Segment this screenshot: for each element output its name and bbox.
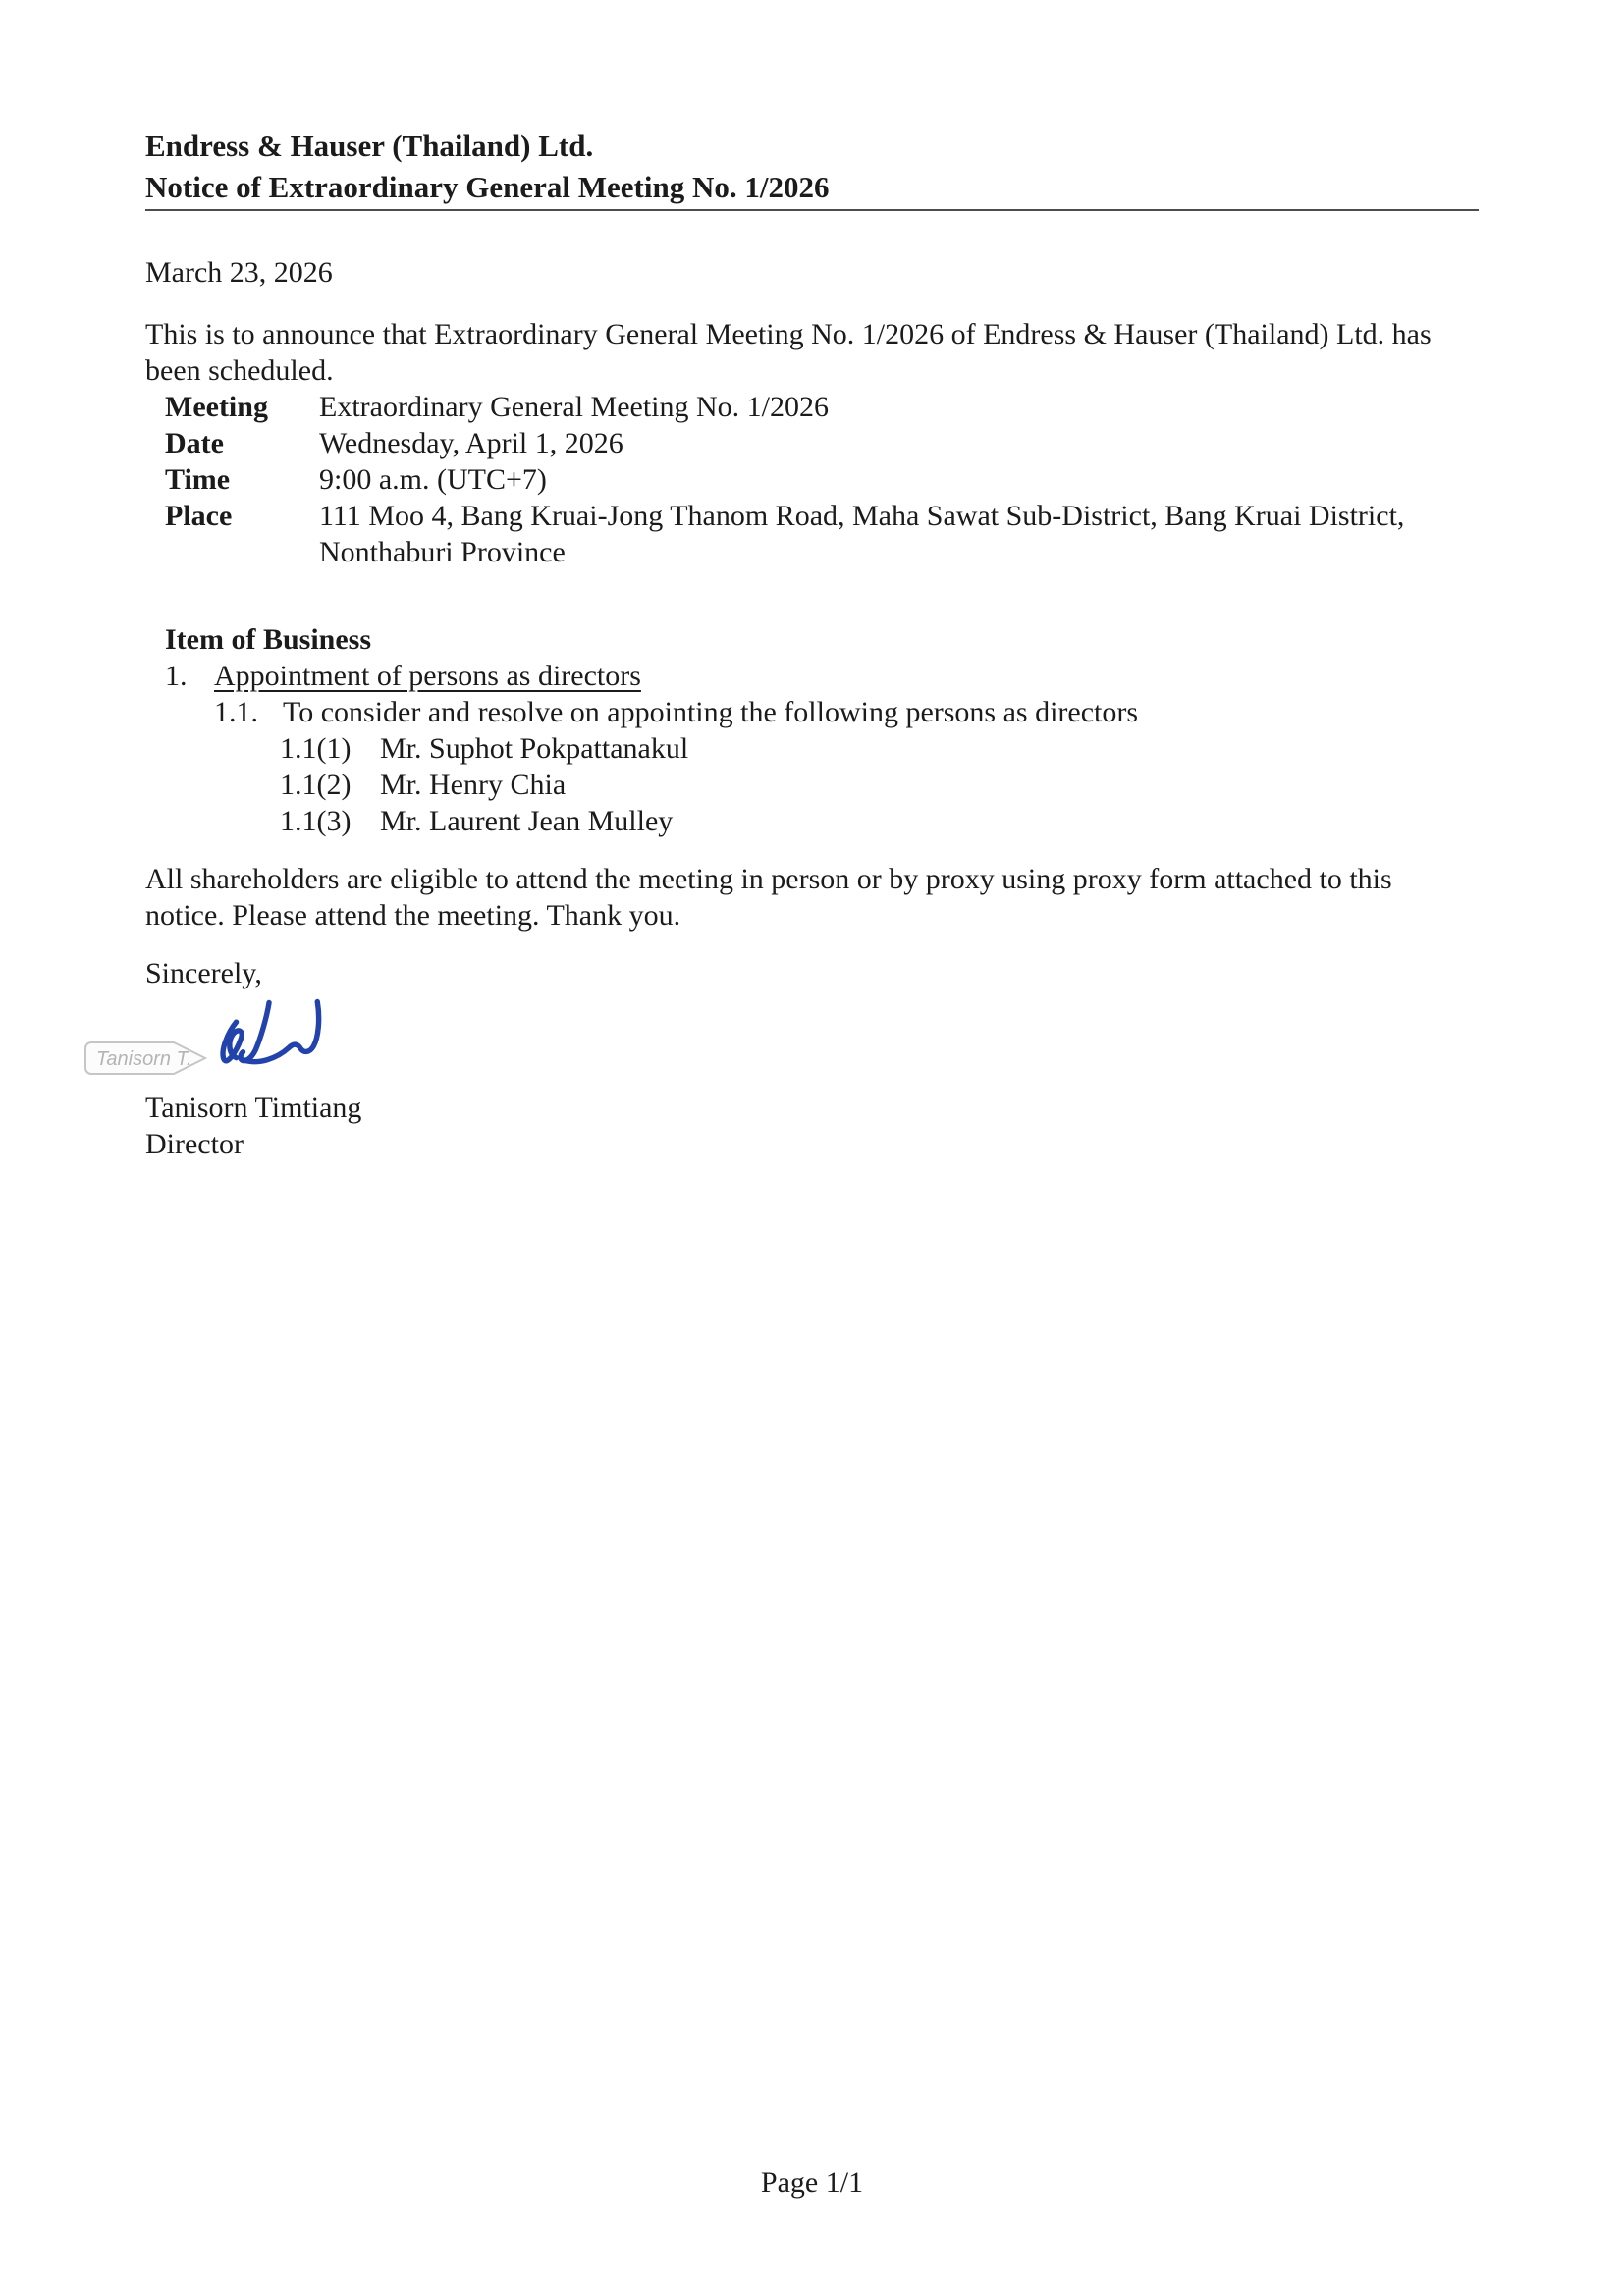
signature-area	[96, 991, 1479, 1090]
person-number: 1.1(3)	[280, 805, 352, 837]
intro-line: been scheduled.	[145, 354, 334, 387]
page-footer: Page 1/1	[760, 2166, 864, 2199]
person-row	[280, 767, 1479, 803]
person-number: 1.1(1)	[280, 732, 352, 765]
detail-value: Extraordinary General Meeting No. 1/2026	[319, 391, 830, 423]
intro-line: This is to announce that Extraordinary General Meeting No. 1/2026 of Endress & Hauser (Thailand) Ltd. has	[145, 318, 1432, 350]
intro-paragraph	[145, 316, 1479, 389]
detail-label: Place	[165, 500, 233, 532]
sub-item-text: To consider and resolve on appointing the following persons as directors	[283, 696, 1139, 728]
detail-row-place	[165, 498, 1479, 570]
detail-value-line: 111 Moo 4, Bang Kruai-Jong Thanom Road, Maha Sawat Sub-District, Bang Kruai District,	[319, 500, 1405, 532]
person-number: 1.1(2)	[280, 769, 352, 801]
detail-value-line: Nonthaburi Province	[319, 536, 566, 568]
closing-line: notice. Please attend the meeting. Thank you.	[145, 899, 681, 932]
person-row	[280, 803, 1479, 839]
date-line: March 23, 2026	[145, 256, 333, 289]
detail-row-time	[165, 461, 1479, 498]
detail-row-date	[165, 425, 1479, 461]
closing-paragraph	[145, 861, 1479, 934]
business-heading: Item of Business	[165, 623, 372, 656]
detail-label: Time	[165, 463, 231, 496]
item-number: 1.	[165, 660, 188, 692]
item-of-business-section	[165, 621, 1479, 839]
person-name: Mr. Laurent Jean Mulley	[380, 805, 674, 837]
detail-label: Date	[165, 427, 224, 459]
company-name: Endress & Hauser (Thailand) Ltd.	[145, 129, 594, 163]
person-name: Mr. Henry Chia	[380, 769, 567, 801]
signer-title: Director	[145, 1128, 244, 1160]
sub-item-number: 1.1.	[214, 696, 258, 728]
signer-tag-label: Tanisorn T.	[96, 1048, 192, 1070]
business-item	[165, 658, 1479, 694]
signature-scribble	[208, 989, 334, 1080]
detail-value: Wednesday, April 1, 2026	[319, 427, 623, 459]
business-sub-item	[214, 694, 1479, 730]
valediction: Sincerely,	[145, 957, 262, 989]
detail-value	[319, 498, 1479, 570]
header-rule	[145, 209, 1479, 211]
signer-name: Tanisorn Timtiang	[145, 1092, 362, 1124]
person-row	[280, 730, 1479, 767]
item-title: Appointment of persons as directors	[214, 660, 641, 692]
detail-label: Meeting	[165, 391, 268, 423]
closing-line: All shareholders are eligible to attend the meeting in person or by proxy using proxy form attached to this	[145, 863, 1392, 895]
signer-tag	[83, 1041, 209, 1076]
detail-value: 9:00 a.m. (UTC+7)	[319, 463, 547, 496]
meeting-details	[165, 389, 1479, 570]
detail-row-meeting	[165, 389, 1479, 425]
document-title: Notice of Extraordinary General Meeting No. 1/2026	[145, 170, 830, 204]
person-name: Mr. Suphot Pokpattanakul	[380, 732, 689, 765]
